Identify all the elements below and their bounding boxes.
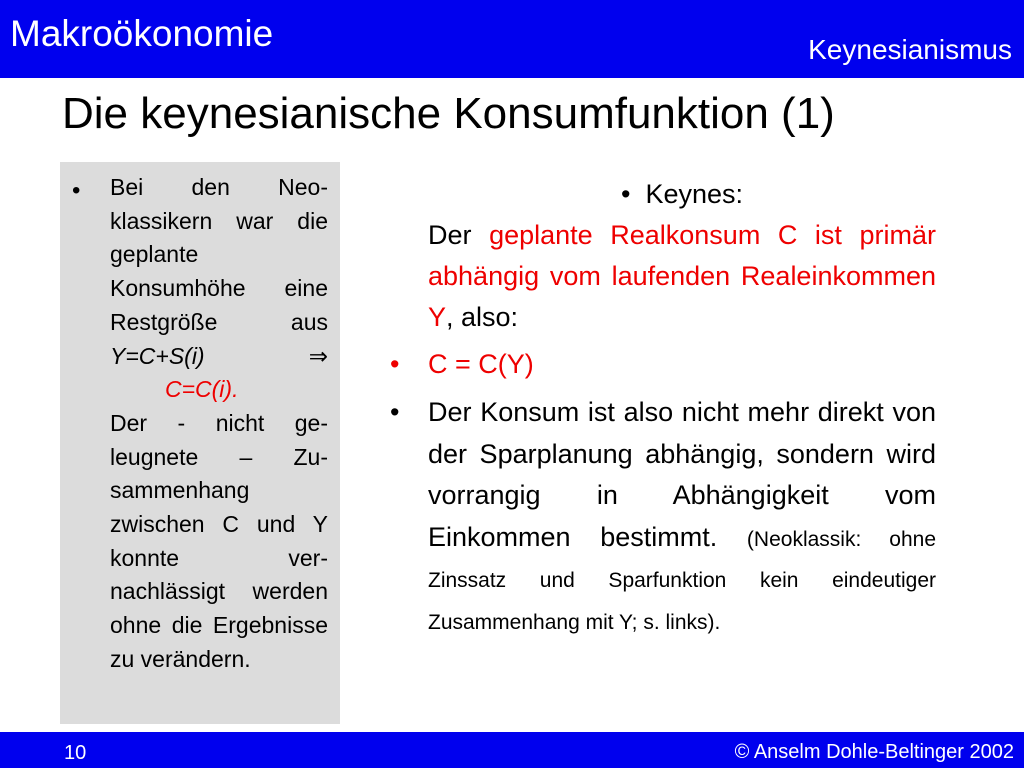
- left-box-para2: Der - nicht ge-leugnete – Zu-sammenhang zwischen C und Y konnte ver-nachlässigt werden ohne die Ergebnisse zu verändern.: [110, 409, 328, 672]
- course-title: Makroökonomie: [10, 13, 274, 54]
- left-box-formula1: Y=C+S(i): [110, 342, 205, 369]
- second-paragraph-note: (Neoklassik: ohne Zinssatz und Sparfunktion kein eindeutiger Zusammenhang mit Y; s. links).: [428, 527, 937, 634]
- keynes-p1-start: Der: [428, 220, 490, 250]
- second-paragraph-main: Der Konsum ist also nicht mehr direkt von der Sparplanung abhängig, sondern wird vorrangig in Abhängigkeit vom Einkommen bestimmt.: [428, 397, 936, 552]
- left-box-text: [110, 171, 328, 677]
- left-bullet: •: [72, 177, 81, 204]
- second-bullet: •: [390, 397, 400, 427]
- slide-title: Die keynesianische Konsumfunktion (1): [62, 89, 835, 138]
- copyright-notice: © Anselm Dohle-Beltinger 2002: [734, 741, 1014, 763]
- keynes-p1-highlight: geplante Realkonsum C ist primär abhängig vom laufenden Realeinkommen Y: [428, 220, 936, 332]
- topic-label: Keynesianismus: [808, 34, 1012, 65]
- consumption-function: C = C(Y): [428, 349, 534, 379]
- page-number: 10: [64, 742, 87, 764]
- keynes-p1-end: , also:: [446, 302, 519, 332]
- second-paragraph: [428, 392, 936, 641]
- keynes-heading: [428, 174, 936, 215]
- left-box-formula2: C=C(i).: [165, 376, 239, 403]
- implies-symbol: ⇒: [204, 342, 328, 369]
- left-box-line1: Bei den Neo-klassikern war die geplante Konsumhöhe eine Restgröße aus: [110, 174, 328, 335]
- keynes-bullet: •: [620, 179, 631, 209]
- keynes-block: [428, 174, 936, 338]
- consumption-function-bullet: •: [390, 349, 400, 379]
- keynes-heading-text: Keynes:: [645, 179, 744, 209]
